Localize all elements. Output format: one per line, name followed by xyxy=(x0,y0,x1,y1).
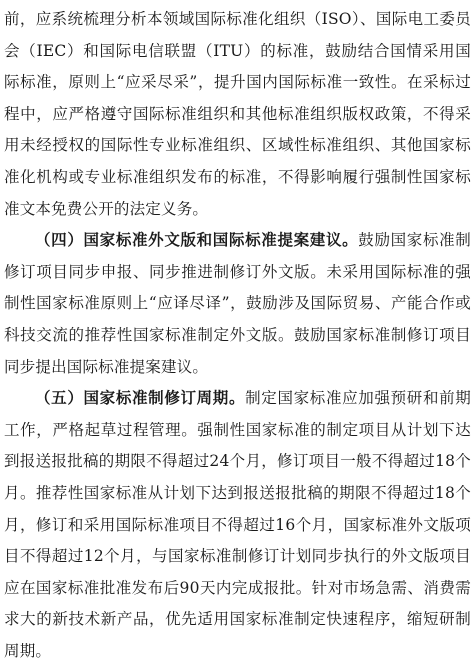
paragraph-international-standards-adoption xyxy=(4,4,471,225)
section-heading-4: （四）国家标准外文版和国际标准提案建议。 xyxy=(35,231,359,250)
paragraph-body: 制定国家标准应加强预研和前期工作，严格起草过程管理。强制性国家标准的制定项目从计划下达到报送报批稿的期限不得超过24个月，修订项目一般不得超过18个月。推荐性国家标准从计划下达到报送报批稿的期限不得超过18个月，修订和采用国际标准项目不得超过16个月，国家标准外文版项目不得超过12个月，与国家标准制修订计划同步执行的外文版项目应在国家标准批准发布后90天内完成报批。针对市场急需、消费需求大的新技术新产品，优先适用国家标准制定快速程序，缩短研制周期。 xyxy=(4,389,471,660)
section-heading-5: （五）国家标准制修订周期。 xyxy=(35,389,246,408)
paragraph-body: 前，应系统梳理分析本领域国际标准化组织（ISO）、国际电工委员会（IEC）和国际电信联盟（ITU）的标准，鼓励结合国情采用国际标准，原则上“应采尽采”，提升国内国际标准一致性。在采标过程中，应严格遵守国际标准组织和其他标准组织版权政策，不得采用未经授权的国际性专业标准组织、区域性标准组织、其他国家标准化机构或专业标准组织发布的标准，不得影响履行强制性国家标准文本免费公开的法定义务。 xyxy=(4,10,471,218)
paragraph-body: 鼓励国家标准制修订项目同步申报、同步推进制修订外文版。未采用国际标准的强制性国家标准原则上“应译尽译”，鼓励涉及国际贸易、产能合作或科技交流的推荐性国家标准制定外文版。鼓励国家标准制修订项目同步提出国际标准提案建议。 xyxy=(4,231,471,376)
paragraph-foreign-language-versions xyxy=(4,225,471,383)
paragraph-revision-cycle xyxy=(4,383,471,667)
